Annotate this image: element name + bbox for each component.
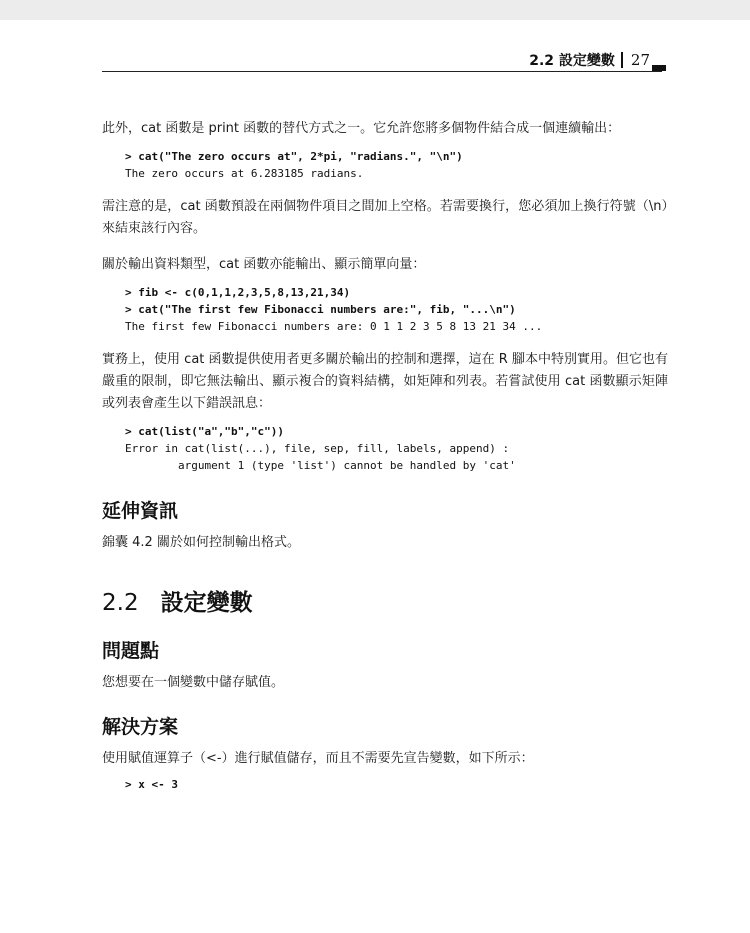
heading-see-also: 延伸資訊 (102, 500, 179, 522)
running-header (529, 50, 650, 70)
header-separator (621, 52, 623, 68)
page-content (102, 118, 668, 793)
code-output: argument 1 (type 'list') cannot be handled by 'cat' (125, 459, 516, 472)
header-rule (102, 71, 662, 72)
section-heading (102, 588, 668, 618)
code-input: > x <- 3 (125, 778, 178, 791)
code-block-cat-zero (125, 148, 668, 182)
paragraph-cat-spaces: 需注意的是，cat 函數預設在兩個物件項目之間加上空格。若需要換行，您必須加上換行符號（\n）來結束該行內容。 (102, 199, 668, 236)
code-output: Error in cat(list(...), file, sep, fill, labels, append) : (125, 442, 510, 455)
code-block-cat-list-error (125, 423, 668, 474)
paragraph-solution: 使用賦值運算子（<-）進行賦值儲存，而且不需要先宣告變數，如下所示： (102, 751, 534, 766)
code-output: The first few Fibonacci numbers are: 0 1 1 2 3 5 8 13 21 34 ... (125, 320, 543, 333)
section-title: 設定變數 (160, 590, 253, 616)
code-block-assignment (125, 776, 668, 793)
code-input: > fib <- c(0,1,1,2,3,5,8,13,21,34) (125, 286, 351, 299)
top-bar (0, 0, 750, 20)
heading-problem: 問題點 (102, 640, 160, 662)
heading-solution: 解決方案 (102, 716, 179, 738)
paragraph-cat-limits: 實務上，使用 cat 函數提供使用者更多關於輸出的控制和選擇，這在 R 腳本中特別實用。但它也有嚴重的限制，即它無法輸出、顯示複合的資料結構，如矩陣和列表。若嘗試使用 cat 函數顯示矩陣或列表會產生以下錯誤訊息： (102, 352, 668, 411)
code-input: > cat("The zero occurs at", 2*pi, "radians.", "\n") (125, 150, 463, 163)
page-header (0, 44, 750, 74)
page-number: 27 (630, 51, 650, 69)
header-section-label: 2.2 設定變數 (529, 53, 615, 69)
code-input: > cat("The first few Fibonacci numbers are:", fib, "...\n") (125, 303, 516, 316)
paragraph-cat-intro: 此外，cat 函數是 print 函數的替代方式之一。它允許您將多個物件結合成一個連續輸出： (102, 121, 621, 136)
code-input: > cat(list("a","b","c")) (125, 425, 284, 438)
section-number: 2.2 (102, 590, 139, 616)
paragraph-cat-vector: 關於輸出資料類型，cat 函數亦能輸出、顯示簡單向量： (102, 257, 426, 272)
paragraph-problem: 您想要在一個變數中儲存賦值。 (102, 675, 285, 690)
paragraph-see-also: 錦囊 4.2 關於如何控制輸出格式。 (102, 535, 300, 550)
code-block-fibonacci (125, 284, 668, 335)
code-output: The zero occurs at 6.283185 radians. (125, 167, 364, 180)
